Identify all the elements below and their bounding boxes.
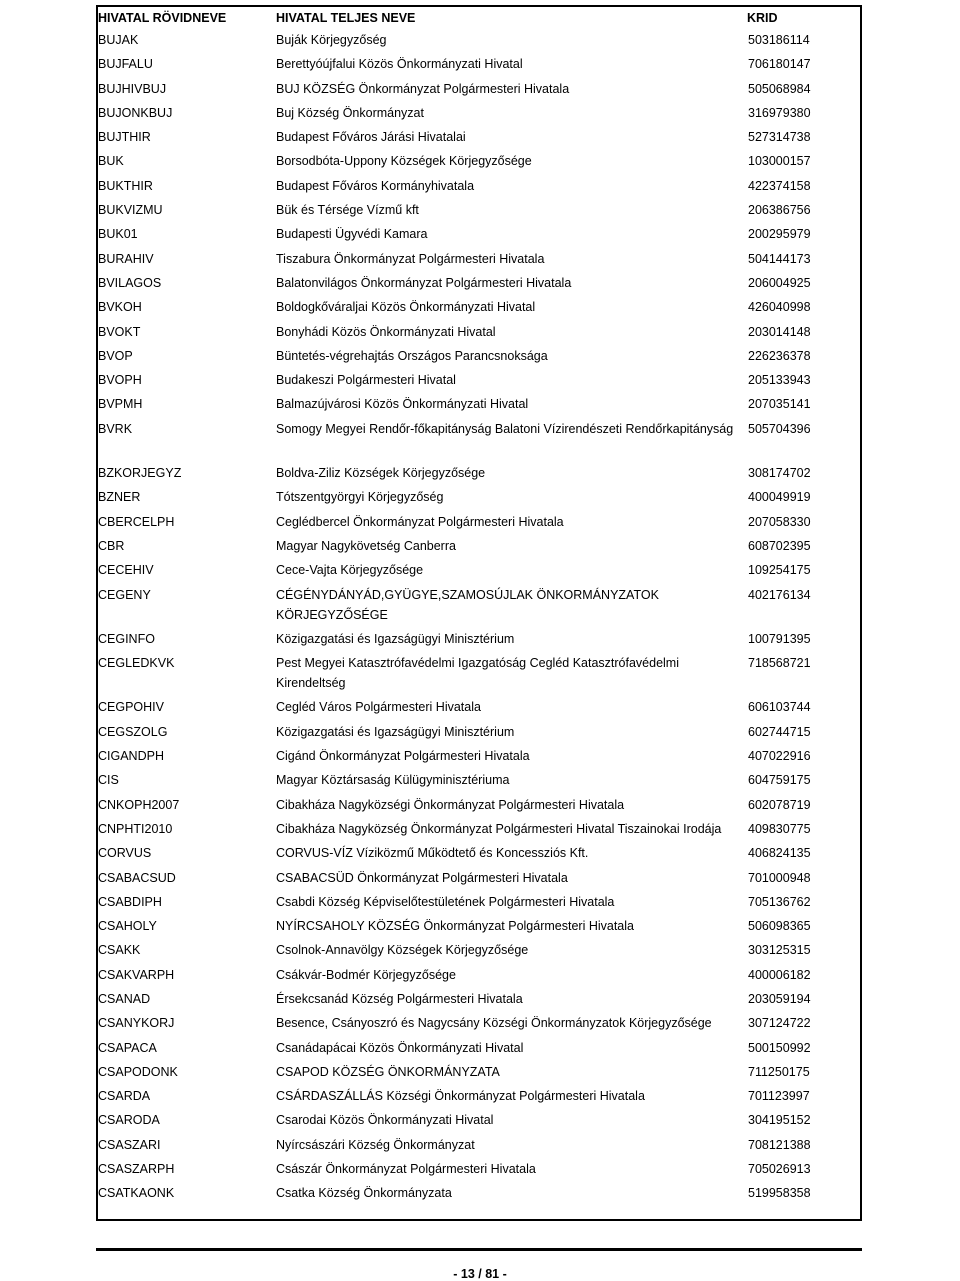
cell-krid: 207058330 [748, 514, 811, 529]
table-header-row [97, 8, 861, 30]
cell-full-name: Tiszabura Önkormányzat Polgármesteri Hivatala [276, 251, 545, 266]
cell-short-name: CEGPOHIV [98, 700, 164, 715]
cell-krid: 200295979 [748, 227, 811, 242]
table-row [97, 697, 861, 721]
table-row [97, 1110, 861, 1134]
cell-krid: 409830775 [748, 821, 811, 836]
cell-short-name: CEGENY [98, 587, 151, 602]
cell-krid: 504144173 [748, 251, 811, 266]
cell-full-name: Budapest Főváros Kormányhivatala [276, 178, 475, 193]
cell-short-name: BVOPH [98, 373, 142, 388]
cell-short-name: CIGANDPH [98, 749, 164, 764]
cell-short-name: CEGLEDKVK [98, 656, 175, 671]
cell-short-name: BVRK [98, 421, 133, 436]
cell-krid: 503186114 [748, 33, 810, 47]
cell-krid: 606103744 [748, 700, 811, 715]
cell-full-name: Csabdi Község Képviselőtestületének Polgármesteri Hivatala [276, 894, 615, 909]
table-row [97, 746, 861, 770]
cell-short-name: CEGINFO [98, 631, 155, 646]
table-row [97, 965, 861, 989]
cell-full-name: Csanádapácai Közös Önkormányzati Hivatal [276, 1040, 524, 1055]
table-row [97, 1038, 861, 1062]
table-row [97, 868, 861, 892]
cell-full-name: Budapesti Ügyvédi Kamara [276, 227, 428, 242]
cell-full-name: Besence, Csányoszró és Nagycsány Községi Önkormányzatok Körjegyzősége [276, 1016, 712, 1031]
cell-full-name: NYÍRCSAHOLY KÖZSÉG Önkormányzat Polgármesteri Hivatala [276, 919, 634, 934]
cell-full-name: CORVUS-VÍZ Víziközmű Működtető és Koncessziós Kft. [276, 846, 589, 861]
cell-short-name: BUJHIVBUJ [98, 81, 167, 96]
cell-short-name: BUK [98, 154, 124, 169]
table-row [97, 629, 861, 653]
cell-short-name: CSANYKORJ [98, 1016, 175, 1031]
cell-full-name: Cibakháza Nagyközség Önkormányzat Polgármesteri Hivatal Tiszainokai Irodája [276, 821, 722, 836]
table-row [97, 297, 861, 321]
cell-krid: 602744715 [748, 724, 811, 739]
cell-full-name: CÉGÉNYDÁNYÁD,GYÜGYE,SZAMOSÚJLAK ÖNKORMÁNYZATOK KÖRJEGYZŐSÉGE [276, 587, 659, 622]
cell-full-name: Buják Körjegyzőség [276, 33, 387, 47]
cell-short-name: CBERCELPH [98, 514, 175, 529]
cell-short-name: BVILAGOS [98, 275, 162, 290]
cell-krid: 307124722 [748, 1016, 811, 1031]
cell-krid: 602078719 [748, 797, 811, 812]
cell-short-name: CSARDA [98, 1089, 151, 1104]
table-row [97, 722, 861, 746]
table-row [97, 30, 861, 54]
cell-short-name: BURAHIV [98, 251, 154, 266]
footer-divider [96, 1248, 862, 1251]
cell-short-name: CNKOPH2007 [98, 797, 180, 812]
cell-krid: 308174702 [748, 466, 811, 481]
table-row [97, 1086, 861, 1110]
table-row [97, 151, 861, 175]
table-row [97, 585, 861, 629]
cell-krid: 705136762 [748, 894, 811, 909]
cell-full-name: BUJ KÖZSÉG Önkormányzat Polgármesteri Hivatala [276, 81, 570, 96]
cell-krid: 718568721 [748, 656, 811, 671]
cell-krid: 426040998 [748, 300, 811, 315]
cell-full-name: Csákvár-Bodmér Körjegyzősége [276, 967, 456, 982]
table-row [97, 224, 861, 248]
table-row [97, 463, 861, 487]
cell-full-name: Közigazgatási és Igazságügyi Minisztérium [276, 724, 515, 739]
cell-full-name: Érsekcsanád Község Polgármesteri Hivatala [276, 991, 523, 1006]
cell-full-name: CSABACSÜD Önkormányzat Polgármesteri Hivatala [276, 870, 568, 885]
cell-full-name: Balmazújvárosi Közös Önkormányzati Hivatal [276, 397, 529, 412]
office-table [97, 8, 861, 1208]
cell-full-name: Nyírcsászári Község Önkormányzat [276, 1137, 475, 1152]
cell-full-name: Boldogkőváraljai Közös Önkormányzati Hivatal [276, 300, 536, 315]
cell-short-name: CSAKK [98, 943, 141, 958]
table-row [97, 1183, 861, 1207]
table-row [97, 200, 861, 224]
cell-krid: 701123997 [748, 1089, 810, 1104]
cell-full-name: Császár Önkormányzat Polgármesteri Hivatala [276, 1162, 536, 1177]
table-row [97, 487, 861, 511]
table-row [97, 176, 861, 200]
cell-short-name: CECEHIV [98, 563, 154, 578]
cell-full-name: Pest Megyei Katasztrófavédelmi Igazgatóság Cegléd Katasztrófavédelmi Kirendeltség [276, 656, 679, 691]
cell-krid: 205133943 [748, 373, 811, 388]
cell-krid: 500150992 [748, 1040, 811, 1055]
cell-full-name: Csarodai Közös Önkormányzati Hivatal [276, 1113, 494, 1128]
cell-short-name: BZNER [98, 490, 141, 505]
cell-krid: 711250175 [748, 1064, 810, 1079]
cell-short-name: CSABACSUD [98, 870, 176, 885]
cell-short-name: BUJFALU [98, 57, 153, 72]
cell-krid: 527314738 [748, 130, 811, 145]
cell-short-name: CSABDIPH [98, 894, 162, 909]
cell-short-name: CSANAD [98, 991, 151, 1006]
table-row [97, 940, 861, 964]
table-row [97, 346, 861, 370]
cell-full-name: Bük és Térsége Vízmű kft [276, 203, 419, 218]
cell-short-name: BUKVIZMU [98, 203, 163, 218]
cell-short-name: BVKOH [98, 300, 142, 315]
cell-short-name: CNPHTI2010 [98, 821, 173, 836]
cell-full-name: Csatka Község Önkormányzata [276, 1186, 452, 1201]
cell-short-name: CBR [98, 538, 125, 553]
cell-krid: 505704396 [748, 421, 811, 436]
cell-krid: 608702395 [748, 538, 811, 553]
table-row [97, 770, 861, 794]
cell-short-name: CSARODA [98, 1113, 160, 1128]
cell-full-name: Boldva-Ziliz Községek Körjegyzősége [276, 466, 486, 481]
table-row [97, 419, 861, 463]
table-row [97, 322, 861, 346]
cell-full-name: Balatonvilágos Önkormányzat Polgármesteri Hivatala [276, 275, 572, 290]
cell-krid: 422374158 [748, 178, 811, 193]
cell-full-name: Borsodbóta-Uppony Községek Körjegyzősége [276, 154, 532, 169]
cell-krid: 701000948 [748, 870, 811, 885]
cell-short-name: BUKTHIR [98, 178, 153, 193]
cell-full-name: Berettyóújfalui Közös Önkormányzati Hivatal [276, 57, 523, 72]
cell-full-name: Tótszentgyörgyi Körjegyzőség [276, 490, 444, 505]
cell-full-name: Magyar Nagykövetség Canberra [276, 538, 456, 553]
table-row [97, 249, 861, 273]
table-row [97, 819, 861, 843]
cell-krid: 708121388 [748, 1137, 811, 1152]
table-row [97, 1013, 861, 1037]
cell-full-name: Somogy Megyei Rendőr-főkapitányság Balatoni Vízirendészeti Rendőrkapitányság [276, 421, 734, 436]
cell-krid: 604759175 [748, 773, 811, 788]
cell-short-name: BUJONKBUJ [98, 105, 173, 120]
cell-short-name: CSAPACA [98, 1040, 157, 1055]
table-row [97, 512, 861, 536]
cell-krid: 506098365 [748, 919, 811, 934]
cell-krid: 207035141 [748, 397, 811, 412]
table-row [97, 79, 861, 103]
cell-short-name: BVOP [98, 348, 133, 363]
cell-krid: 304195152 [748, 1113, 811, 1128]
cell-full-name: CSAPOD KÖZSÉG ÖNKORMÁNYZATA [276, 1064, 500, 1079]
cell-krid: 206386756 [748, 203, 811, 218]
table-row [97, 1135, 861, 1159]
cell-krid: 505068984 [748, 81, 811, 96]
cell-short-name: BVPMH [98, 397, 143, 412]
header-krid: KRID [747, 11, 778, 25]
table-row [97, 916, 861, 940]
cell-full-name: Cegléd Város Polgármesteri Hivatala [276, 700, 481, 715]
table-row [97, 394, 861, 418]
page-number: - 13 / 81 - [453, 1267, 507, 1281]
cell-short-name: CSATKAONK [98, 1186, 175, 1201]
cell-krid: 706180147 [748, 57, 811, 72]
table-row [97, 1159, 861, 1183]
cell-short-name: CORVUS [98, 846, 152, 861]
cell-short-name: CSAPODONK [98, 1064, 178, 1079]
header-short-name: HIVATAL RÖVIDNEVE [98, 11, 227, 25]
cell-short-name: BVOKT [98, 324, 141, 339]
cell-krid: 303125315 [748, 943, 811, 958]
cell-full-name: Cibakháza Nagyközségi Önkormányzat Polgármesteri Hivatala [276, 797, 625, 812]
cell-full-name: CSÁRDASZÁLLÁS Községi Önkormányzat Polgármesteri Hivatala [276, 1089, 645, 1104]
cell-full-name: Büntetés-végrehajtás Országos Parancsnoksága [276, 348, 548, 363]
cell-krid: 203059194 [748, 991, 811, 1006]
cell-full-name: Csolnok-Annavölgy Községek Körjegyzősége [276, 943, 529, 958]
cell-krid: 519958358 [748, 1186, 811, 1201]
cell-short-name: CIS [98, 773, 119, 788]
table-row [97, 127, 861, 151]
cell-krid: 402176134 [748, 587, 811, 602]
cell-full-name: Budapest Főváros Járási Hivatalai [276, 130, 466, 145]
cell-krid: 226236378 [748, 348, 811, 363]
cell-full-name: Cigánd Önkormányzat Polgármesteri Hivatala [276, 749, 530, 764]
cell-full-name: Ceglédbercel Önkormányzat Polgármesteri Hivatala [276, 514, 564, 529]
table-row [97, 54, 861, 78]
cell-krid: 203014148 [748, 324, 811, 339]
cell-short-name: BUJTHIR [98, 130, 151, 145]
table-row [97, 103, 861, 127]
cell-krid: 406824135 [748, 846, 811, 861]
cell-short-name: BUK01 [98, 227, 138, 242]
cell-full-name: Közigazgatási és Igazságügyi Minisztérium [276, 631, 515, 646]
table-row [97, 536, 861, 560]
cell-krid: 206004925 [748, 275, 811, 290]
table-row [97, 843, 861, 867]
table-row [97, 989, 861, 1013]
cell-short-name: CSAKVARPH [98, 967, 175, 982]
table-row [97, 560, 861, 584]
cell-krid: 109254175 [748, 563, 811, 578]
cell-short-name: CSASZARPH [98, 1162, 175, 1177]
cell-full-name: Magyar Köztársaság Külügyminisztériuma [276, 773, 510, 788]
table-row [97, 370, 861, 394]
header-full-name: HIVATAL TELJES NEVE [276, 11, 416, 25]
cell-short-name: BUJAK [98, 33, 139, 47]
cell-krid: 407022916 [748, 749, 811, 764]
cell-short-name: BZKORJEGYZ [98, 466, 182, 481]
cell-full-name: Budakeszi Polgármesteri Hivatal [276, 373, 456, 388]
table-row [97, 273, 861, 297]
table-row [97, 795, 861, 819]
cell-full-name: Cece-Vajta Körjegyzősége [276, 563, 424, 578]
cell-krid: 103000157 [748, 154, 811, 169]
cell-full-name: Bonyhádi Közös Önkormányzati Hivatal [276, 324, 496, 339]
cell-krid: 400006182 [748, 967, 811, 982]
cell-short-name: CSAHOLY [98, 919, 157, 934]
table-row [97, 1062, 861, 1086]
cell-krid: 705026913 [748, 1162, 811, 1177]
cell-krid: 100791395 [748, 631, 811, 646]
cell-krid: 400049919 [748, 490, 811, 505]
cell-krid: 316979380 [748, 105, 811, 120]
cell-short-name: CSASZARI [98, 1137, 161, 1152]
cell-full-name: Buj Község Önkormányzat [276, 105, 424, 120]
table-row [97, 653, 861, 697]
cell-short-name: CEGSZOLG [98, 724, 168, 739]
table-row [97, 892, 861, 916]
